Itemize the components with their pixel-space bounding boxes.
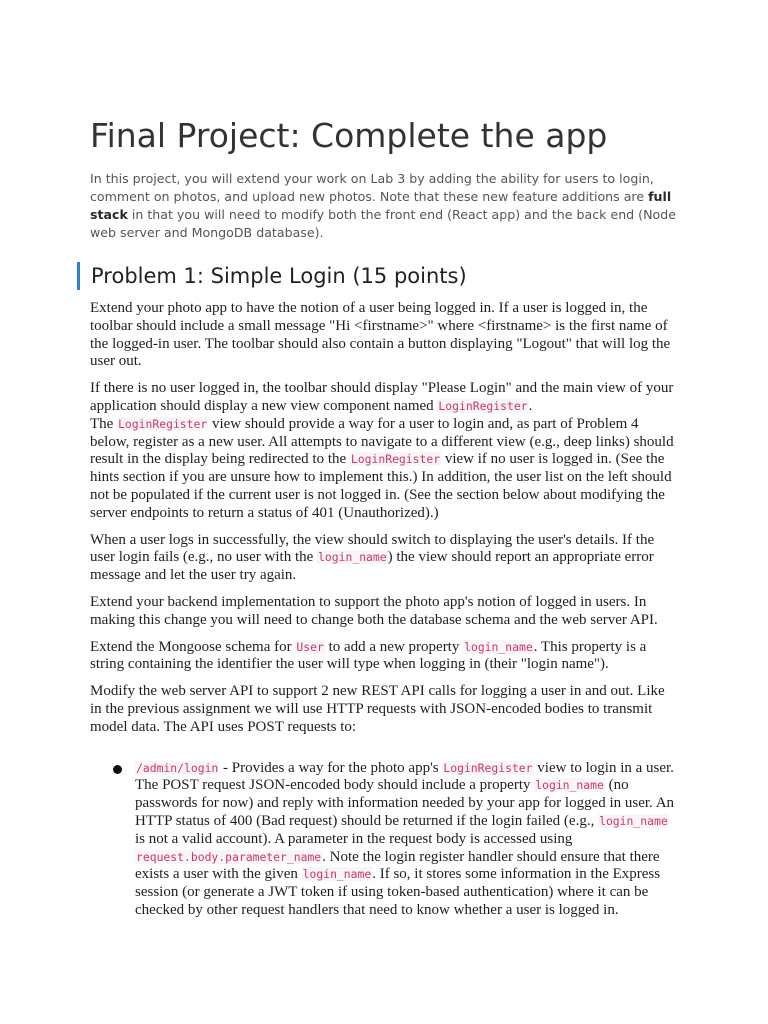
inline-code: login_name bbox=[535, 778, 604, 793]
inline-code: /admin/login bbox=[136, 760, 219, 775]
text-span: to add a new property bbox=[324, 638, 464, 655]
inline-code: User bbox=[296, 639, 324, 654]
text-span: ) the view should report an appropriate error message and let the user try again. bbox=[90, 549, 654, 584]
intro-paragraph bbox=[90, 170, 680, 242]
paragraph-toolbar-login: Extend your photo app to have the notion of a user being logged in. If a user is logged in, the toolbar should include a small message "Hi <firstname>" where <firstname> is the first name of the logged-in user. The toolbar should also contain a button displaying "Logout" that will log the user out. bbox=[90, 300, 671, 370]
paragraph-backend: Extend your backend implementation to support the photo app's notion of logged in users. In making this change you will need to change both the database schema and the web server API. bbox=[90, 593, 658, 628]
text-span: (no passwords for now) and reply with information needed by your app for logged in user. An HTTP status of 400 (Bad request) should be returned if the login failed (e.g., bbox=[135, 777, 675, 829]
inline-code: LoginRegister bbox=[443, 760, 533, 775]
inline-code: login_name bbox=[464, 639, 533, 654]
intro-text-end: in that you will need to modify both the front end (React app) and the back end (Node web server and MongoDB database). bbox=[90, 207, 676, 240]
inline-code: LoginRegister bbox=[118, 416, 208, 431]
api-list bbox=[90, 760, 680, 920]
section-heading: Problem 1: Simple Login (15 points) bbox=[77, 262, 467, 290]
section-body bbox=[90, 300, 680, 920]
inline-code: LoginRegister bbox=[350, 452, 441, 467]
text-span: Extend the Mongoose schema for bbox=[90, 638, 296, 655]
text-span: . If so, it stores some information in the Express session (or generate a JWT token if using token-based authentication) where it can be checked by other request handlers that need to know whether a user is logged in. bbox=[135, 866, 661, 918]
inline-code: request.body.parameter_name bbox=[136, 849, 322, 864]
page-title: Final Project: Complete the app bbox=[90, 116, 608, 155]
inline-code: LoginRegister bbox=[438, 398, 528, 413]
text-span: view to login in a user. The POST request JSON-encoded body should include a property bbox=[135, 759, 674, 794]
intro-bold-text: full stack bbox=[90, 189, 672, 222]
text-span: When a user logs in successfully, the view should switch to displaying the user's details. If the user login fails (e.g., no user with the bbox=[90, 531, 655, 566]
inline-code: login_name bbox=[302, 867, 372, 882]
inline-code: login_name bbox=[318, 550, 387, 565]
text-span: . This property is a string containing the identifier the user will type when logging in (their "login name"). bbox=[90, 638, 647, 673]
text-span: . bbox=[528, 397, 533, 414]
intro-text: In this project, you will extend your work on Lab 3 by adding the ability for users to login, comment on photos, and upload new photos. Note that these new feature additions are bbox=[90, 171, 654, 204]
text-span: - Provides a way for the photo app's bbox=[219, 759, 443, 776]
paragraph-mongoose-schema bbox=[90, 639, 680, 675]
text-span: If there is no user logged in, the toolbar should display "Please Login" and the main view of your application should display a new view component named bbox=[90, 380, 674, 414]
paragraph-web-server-api: Modify the web server API to support 2 new REST API calls for logging a user in and out. Like in the previous assignment we will use HTTP requests with JSON-encoded bodies to transmit model data. The API uses POST requests to: bbox=[90, 683, 665, 735]
text-span: is not a valid account). A parameter in the request body is accessed using bbox=[135, 830, 573, 847]
bullet-icon bbox=[113, 765, 122, 774]
paragraph-no-user bbox=[90, 380, 680, 522]
text-span: view should provide a way for a user to login and, as part of Problem 4 below, register as a new user. All attempts to navigate to a different view (e.g., deep links) should result in the display being redirected to the bbox=[90, 415, 674, 468]
text-span: . Note the login register handler should ensure that there exists a user with the given bbox=[135, 848, 660, 883]
text-span: The bbox=[90, 415, 118, 432]
text-span: view if no user is logged in. (See the hints section if you are unsure how to implement this.) In addition, the user list on the left should not be populated if the current user is not logged in. (See the section below about modifying the server endpoints to return a status of 401 (Unauthorized).) bbox=[90, 451, 672, 521]
inline-code: login_name bbox=[599, 813, 668, 828]
paragraph-login-success bbox=[90, 532, 680, 585]
list-item bbox=[90, 760, 680, 920]
